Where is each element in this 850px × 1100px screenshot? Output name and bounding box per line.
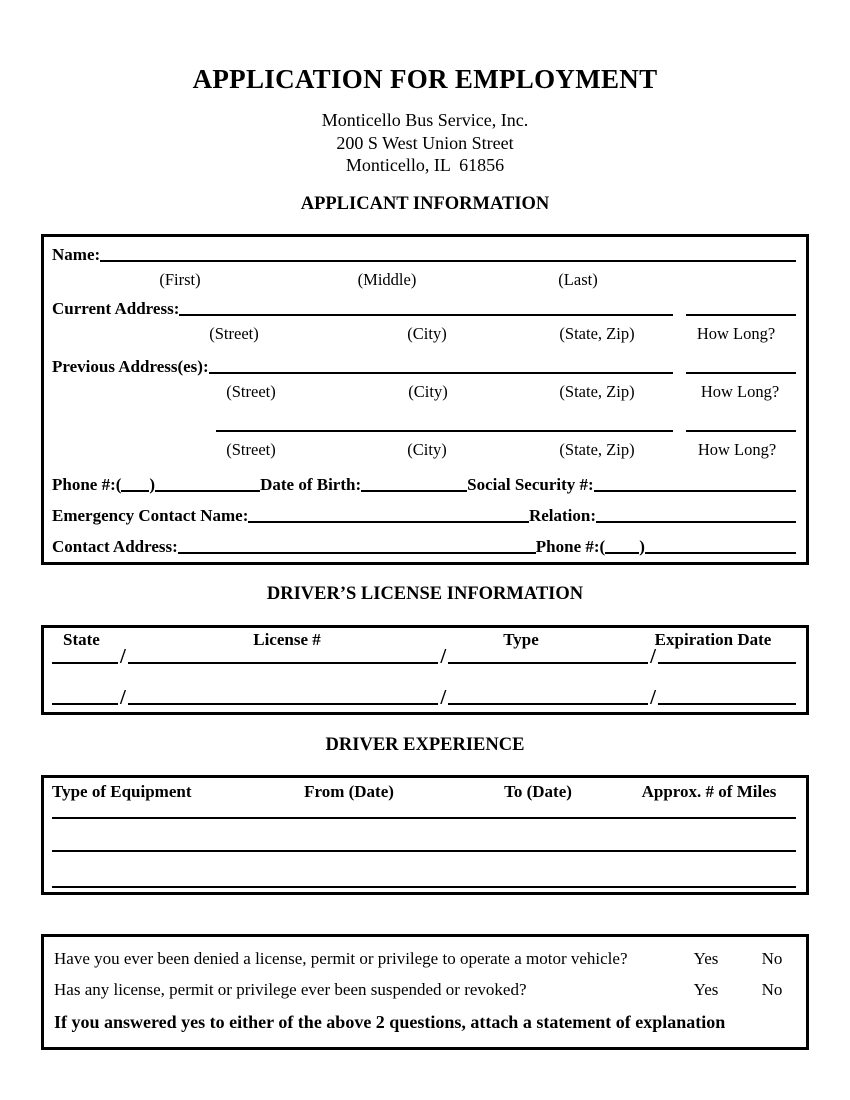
from-date-column-header: From (Date)	[304, 781, 394, 801]
experience-2-input-line[interactable]	[52, 847, 796, 852]
license-questions-box	[41, 934, 809, 1050]
question-1-yes-option[interactable]: Yes	[693, 949, 719, 968]
question-2-no-option[interactable]: No	[761, 980, 783, 999]
state-column-header: State	[63, 629, 100, 649]
to-date-column-header: To (Date)	[504, 781, 572, 801]
city-caption: (City)	[408, 381, 448, 401]
company-name: Monticello Bus Service, Inc.	[321, 110, 529, 130]
company-street: 200 S West Union Street	[336, 132, 514, 153]
dob-input-line[interactable]	[361, 487, 467, 492]
question-2-yes-option[interactable]: Yes	[693, 980, 719, 999]
license-entry-row-2	[52, 667, 796, 708]
street-caption: (Street)	[226, 439, 276, 459]
previous-address-row	[52, 347, 796, 377]
separator-slash: /	[650, 684, 656, 709]
license-2-expiration-line[interactable]	[658, 700, 796, 705]
driver-experience-box	[41, 775, 809, 895]
current-address-label: Current Address:	[52, 298, 180, 318]
state-zip-caption: (State, Zip)	[559, 439, 635, 459]
current-address-row	[52, 293, 796, 319]
license-2-state-line[interactable]	[52, 700, 118, 705]
current-address-captions-row	[52, 319, 796, 347]
name-row	[52, 239, 796, 265]
emergency-contact-input-line[interactable]	[248, 518, 529, 523]
name-label: Name:	[52, 244, 101, 264]
how-long-caption: How Long?	[696, 323, 776, 343]
page-title: APPLICATION FOR EMPLOYMENT	[192, 64, 658, 94]
phone-area-code-line[interactable]	[121, 487, 149, 492]
phone-label: Phone #:(	[52, 474, 122, 494]
phone-paren-close: )	[149, 474, 156, 494]
separator-slash: /	[440, 643, 447, 668]
experience-entry-row-3	[52, 855, 796, 891]
name-captions-row	[52, 265, 796, 293]
relation-label: Relation:	[528, 505, 596, 525]
street-caption: (Street)	[226, 381, 276, 401]
type-column-header: Type	[503, 629, 539, 649]
license-2-type-line[interactable]	[448, 700, 648, 705]
license-columns-row	[52, 630, 796, 652]
emergency-contact-row	[52, 495, 796, 526]
license-1-state-line[interactable]	[52, 659, 118, 664]
experience-entry-row-2	[52, 822, 796, 855]
phone-number-line[interactable]	[155, 487, 260, 492]
middle-caption: (Middle)	[357, 269, 417, 289]
current-address-input-line[interactable]	[179, 311, 673, 316]
license-1-number-line[interactable]	[128, 659, 438, 664]
ssn-input-line[interactable]	[594, 487, 796, 492]
miles-column-header: Approx. # of Miles	[641, 781, 777, 801]
state-zip-caption: (State, Zip)	[559, 323, 635, 343]
dob-label: Date of Birth:	[260, 474, 362, 494]
city-caption: (City)	[407, 439, 447, 459]
license-entry-row-1	[52, 643, 796, 668]
current-address-how-long-line[interactable]	[686, 311, 796, 316]
previous-address-2-captions-row	[52, 435, 796, 463]
contact-address-input-line[interactable]	[178, 549, 536, 554]
license-number-column-header: License #	[253, 629, 321, 649]
previous-address-captions-row	[52, 377, 796, 405]
street-caption: (Street)	[209, 323, 259, 343]
name-input-line[interactable]	[100, 257, 796, 262]
city-caption: (City)	[407, 323, 447, 343]
license-1-expiration-line[interactable]	[658, 659, 796, 664]
question-1-no-option[interactable]: No	[761, 949, 783, 968]
ssn-label: Social Security #:	[467, 474, 594, 494]
experience-1-input-line[interactable]	[52, 814, 796, 819]
previous-address-input-line[interactable]	[209, 369, 673, 374]
company-address-block	[0, 109, 850, 177]
question-row-2	[54, 975, 798, 1006]
license-2-number-line[interactable]	[128, 700, 438, 705]
separator-slash: /	[120, 684, 126, 709]
previous-address-2-how-long-line[interactable]	[686, 427, 796, 432]
relation-input-line[interactable]	[596, 518, 796, 523]
question-1-text: Have you ever been denied a license, permit or privilege to operate a motor vehicle?	[54, 949, 628, 968]
phone-dob-ssn-row	[52, 463, 796, 495]
drivers-license-heading: DRIVER’S LICENSE INFORMATION	[266, 583, 584, 604]
separator-slash: /	[650, 643, 656, 668]
first-caption: (First)	[159, 269, 201, 289]
previous-address-row-2	[52, 405, 796, 435]
previous-address-label: Previous Address(es):	[52, 356, 209, 376]
explanation-note: If you answered yes to either of the above 2 questions, attach a statement of explanation	[54, 1011, 726, 1032]
how-long-caption: How Long?	[700, 381, 780, 401]
how-long-caption: How Long?	[697, 439, 777, 459]
contact-phone-number-line[interactable]	[645, 549, 796, 554]
previous-address-2-input-line[interactable]	[216, 427, 673, 432]
contact-phone-label: Phone #:(	[535, 536, 606, 556]
question-row-1	[54, 944, 798, 975]
contact-address-row	[52, 526, 796, 557]
contact-address-label: Contact Address:	[52, 536, 178, 556]
contact-phone-paren-close: )	[639, 536, 645, 556]
company-city-state-zip: Monticello, IL 61856	[345, 155, 505, 175]
equipment-column-header: Type of Equipment	[52, 781, 192, 801]
contact-phone-area-code-line[interactable]	[605, 549, 639, 554]
driver-experience-heading: DRIVER EXPERIENCE	[325, 734, 525, 755]
last-caption: (Last)	[558, 269, 598, 289]
drivers-license-box	[41, 625, 809, 715]
license-1-type-line[interactable]	[448, 659, 648, 664]
experience-entry-row-1	[52, 804, 796, 822]
applicant-information-box	[41, 234, 809, 565]
applicant-information-heading: APPLICANT INFORMATION	[300, 193, 550, 214]
emergency-contact-label: Emergency Contact Name:	[52, 505, 249, 525]
previous-address-how-long-line[interactable]	[686, 369, 796, 374]
experience-columns-row	[52, 782, 796, 804]
separator-slash: /	[440, 684, 447, 709]
question-2-text: Has any license, permit or privilege ever been suspended or revoked?	[54, 980, 527, 999]
state-zip-caption: (State, Zip)	[559, 381, 635, 401]
separator-slash: /	[120, 643, 126, 668]
experience-3-input-line[interactable]	[52, 883, 796, 888]
expiration-date-column-header: Expiration Date	[654, 629, 772, 649]
